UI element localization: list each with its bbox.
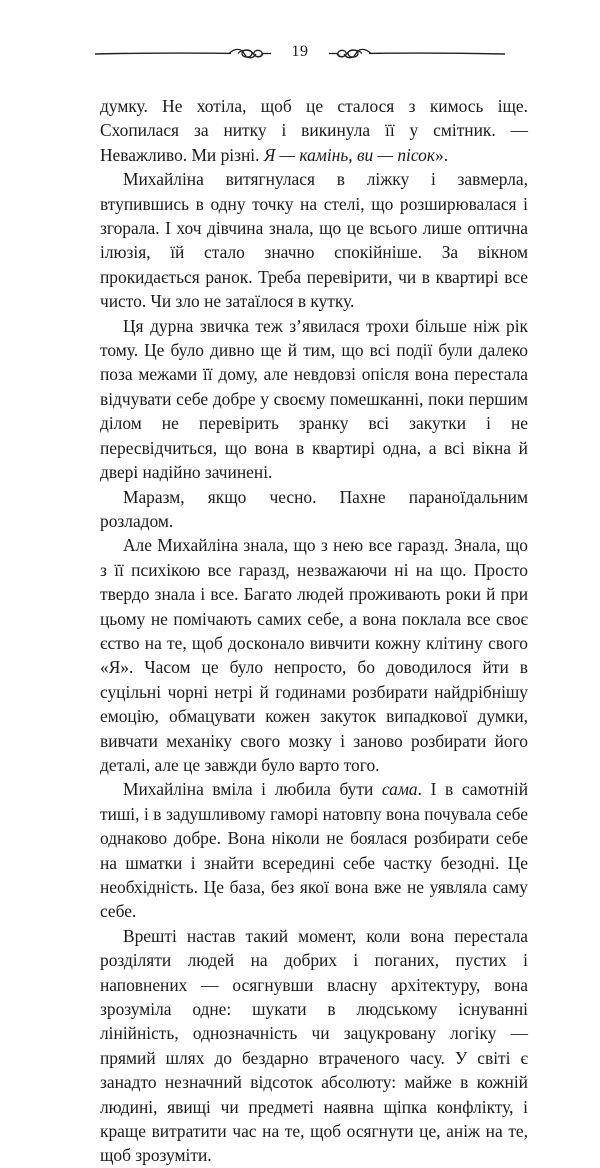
paragraph xyxy=(100,533,528,777)
paragraph xyxy=(100,167,528,313)
paragraph xyxy=(100,94,528,167)
paragraph-text: думку. Не хотіла, щоб це сталося з кимось іще. Схопилася за нитку і викинула її у смітник. — Неважливо. Ми різні. xyxy=(100,96,528,165)
paragraph xyxy=(100,314,528,485)
paragraph xyxy=(100,924,528,1168)
italic-text: сама xyxy=(381,779,418,800)
paragraph-text: Врешті настав такий момент, коли вона перестала розділяти людей на добрих і поганих, пустих і наповнених — осягнувши власну архітектуру, вона зрозуміла одне: шукати в людському існуванні лінійність, однозначність чи зацукровану логіку — прямий шлях до бездарно втраченого часу. У світі є занадто незначний відсоток абсолюту: майже в кожній людині, явищі чи предметі наявна щіпка конфлікту, і краще витратити час на те, щоб осягнути це, аніж на те, щоб зрозуміти. xyxy=(100,925,528,1166)
paragraph-text: Але Михайліна знала, що з нею все гаразд. Знала, що з її психікою все гаразд, незважаючи ні на що. Просто твердо знала і все. Багато людей проживають роки й при цьому не помічають самих себе, а вона поклала все своє єство на те, щоб досконало вивчити кожну клітину свого «Я». Часом це було непросто, бо доводилося йти в суцільні чорні нетрі й годинами розбирати найдрібнішу емоцію, обмацувати кожен закуток випадкової думки, вивчати механіку свого мозку і заново розбирати його деталі, але це завжди було варто того. xyxy=(100,535,528,775)
paragraph-text: ». xyxy=(435,144,449,165)
paragraph-text: Михайліна витягнулася в ліжку і завмерла, втупившись в одну точку на стелі, що розширювалася і згорала. І хоч дівчина знала, що це всього лише оптична ілюзія, їй стало значно спокійніше. За вікном прокидається ранок. Треба перевірити, чи в квартирі все чисто. Чи зло не затаїлося в кутку. xyxy=(100,169,528,312)
page-header xyxy=(95,38,505,70)
page-number: 19 xyxy=(291,43,309,60)
paragraph xyxy=(100,777,528,923)
paragraph xyxy=(100,485,528,534)
italic-text: Я — камінь, ви — пісок xyxy=(263,144,436,165)
paragraph-text: Маразм, якщо чесно. Пахне параноїдальним розладом. xyxy=(100,486,528,531)
paragraph-text: Михайліна вміла і любила бути xyxy=(123,779,382,800)
paragraph-text: Ця дурна звичка теж з’явилася трохи більше ніж рік тому. Це було дивно ще й тим, що всі події були далеко поза межами її дому, але невдовзі опісля вона перестала відчувати себе добре у своєму помешканні, поки першим ділом не перевірить зранку всі закутки і не пересвідчиться, що вона в квартирі одна, а всі вікна й двері надійно зачинені. xyxy=(100,315,528,483)
body-text xyxy=(100,94,528,1168)
paragraph-text: . І в самотній тиші, і в задушливому гаморі натовпу вона почувала себе однаково добре. Вона ніколи не боялася розбирати себе на шматки і знайти всередині себе частку безодні. Це необхідність. Це база, без якої вона вже не уявляла саму себе. xyxy=(100,779,529,922)
